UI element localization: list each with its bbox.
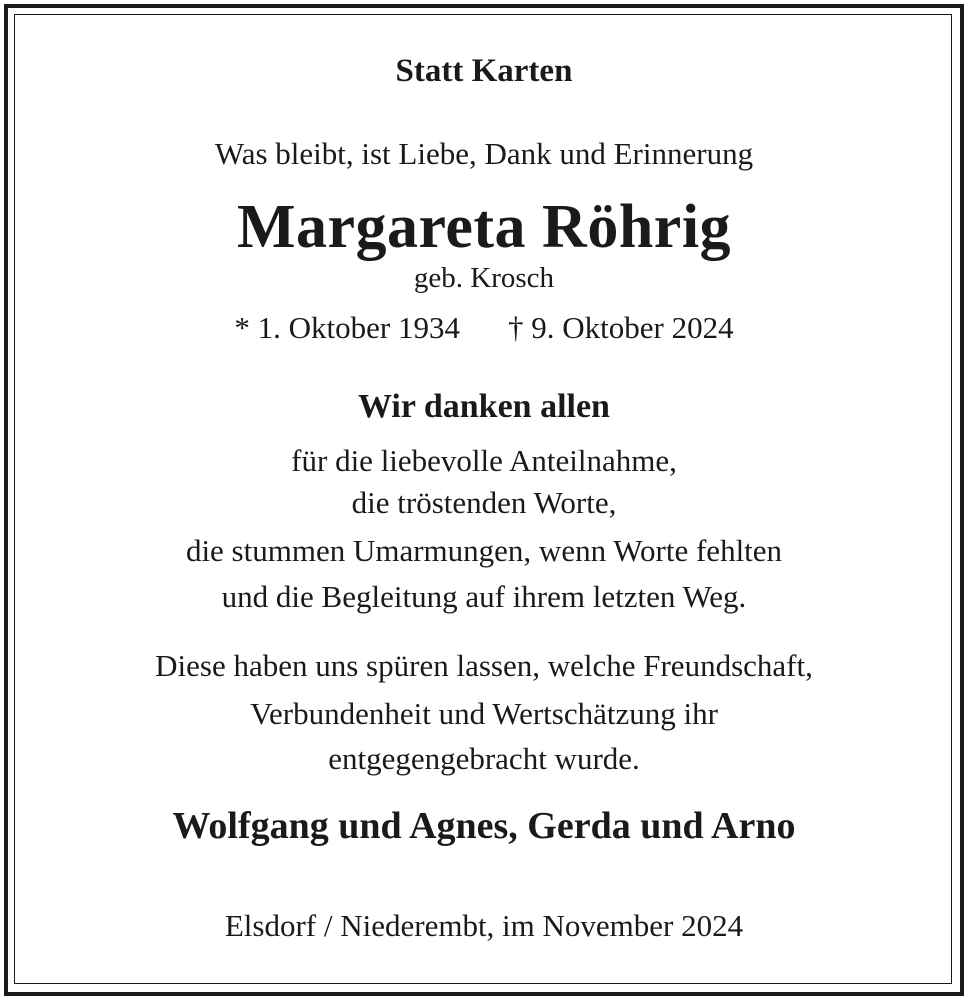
paragraph-line: entgegengebracht wurde. [328, 741, 640, 776]
thanks-line: die stummen Umarmungen, wenn Worte fehlten [185, 533, 783, 568]
thanks-line: und die Begleitung auf ihrem letzten Weg. [221, 579, 747, 614]
thanks-line: für die liebevolle Anteilnahme, [291, 443, 677, 478]
death-date: † 9. Oktober 2024 [508, 310, 734, 345]
family-signature: Wolfgang und Agnes, Gerda und Arno [172, 805, 796, 847]
thanks-line: die tröstenden Worte, [351, 485, 617, 520]
birth-date: * 1. Oktober 1934 [234, 310, 460, 345]
maiden-name: geb. Krosch [413, 262, 555, 294]
thanks-heading: Wir danken allen [358, 388, 610, 425]
paragraph-line: Diese haben uns spüren lassen, welche Freundschaft, [155, 648, 813, 683]
motto: Was bleibt, ist Liebe, Dank und Erinnerung [214, 136, 754, 171]
life-dates [0, 312, 968, 343]
header-statt-karten: Statt Karten [395, 53, 573, 89]
paragraph-line: Verbundenheit und Wertschätzung ihr [250, 696, 718, 731]
deceased-name: Margareta Röhrig [236, 193, 732, 261]
place-and-date: Elsdorf / Niederembt, im November 2024 [224, 908, 744, 943]
